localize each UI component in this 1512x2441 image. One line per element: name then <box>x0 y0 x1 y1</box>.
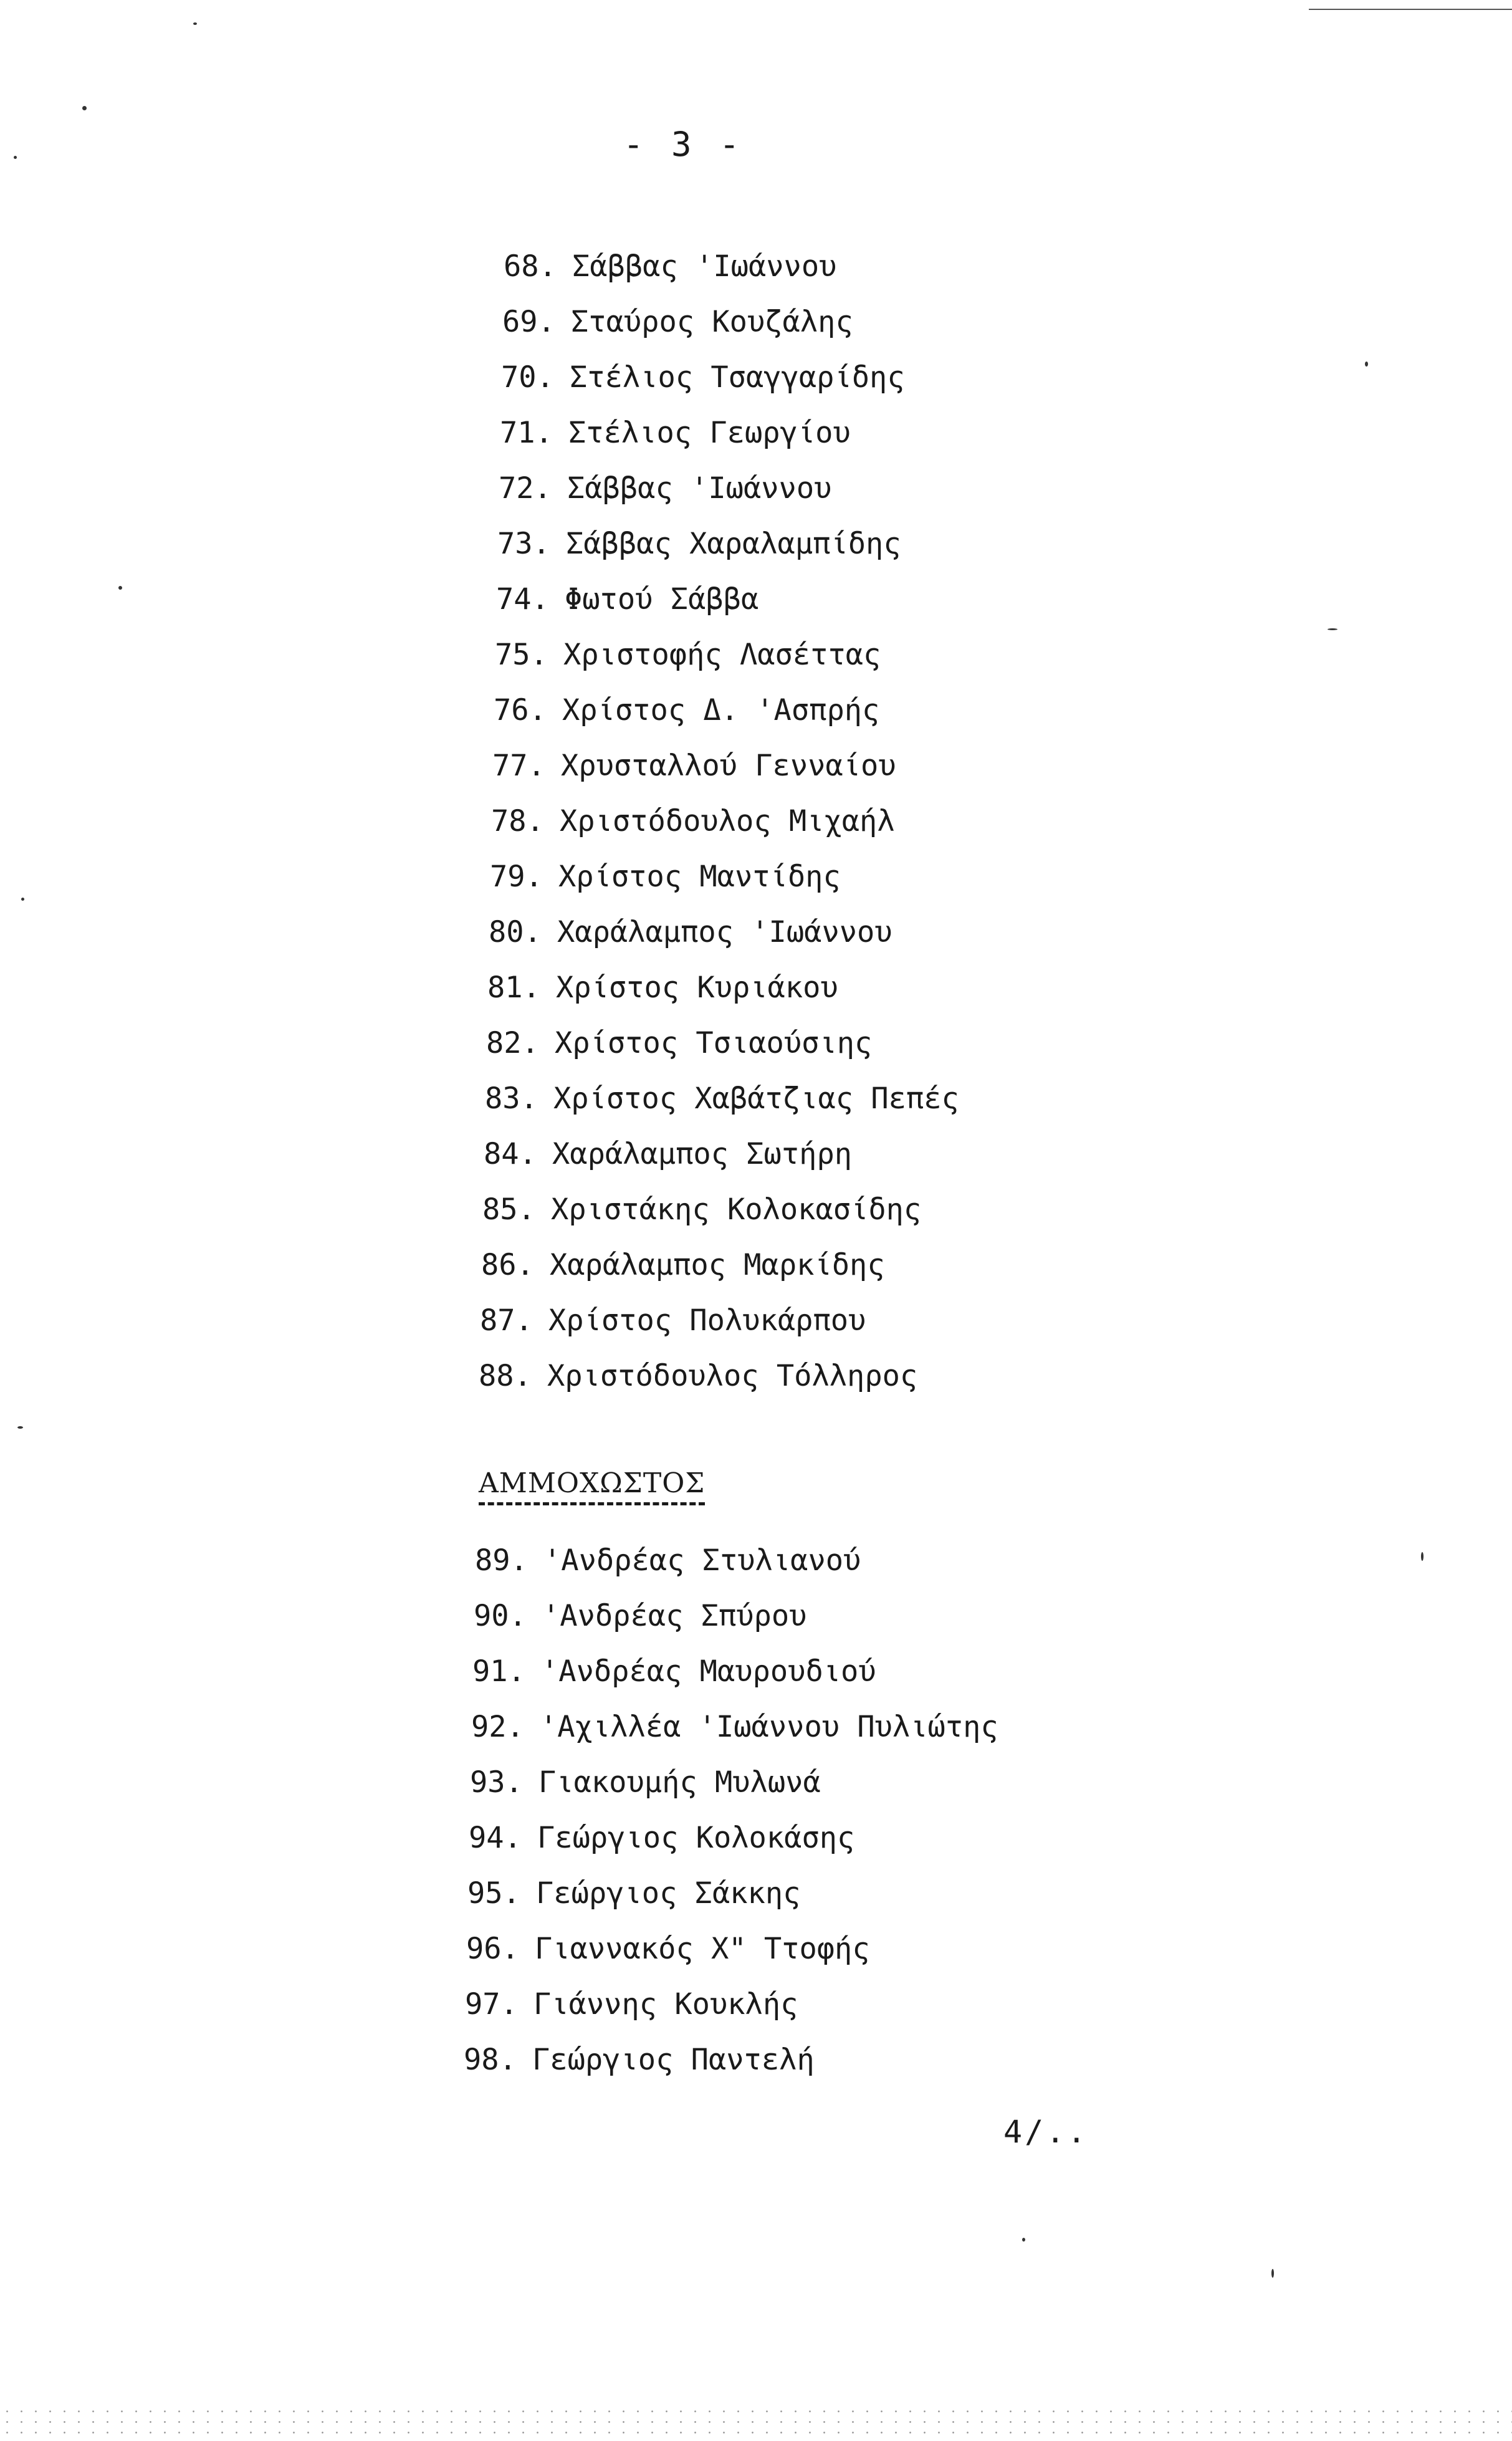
list-item: 93. Γιακουμής Μυλωνά <box>470 1765 821 1800</box>
continuation-marker: 4/.. <box>1003 2114 1089 2150</box>
list-item: 91. 'Ανδρέας Μαυρουδιού <box>472 1654 876 1689</box>
list-item: 68. Σάββας 'Ιωάννου <box>504 249 837 284</box>
list-item: 70. Στέλιος Τσαγγαρίδης <box>501 360 905 395</box>
section-heading: ΑΜΜΟΧΩΣΤΟΣ <box>479 1466 705 1505</box>
list-item: 84. Χαράλαμπος Σωτήρη <box>484 1137 853 1171</box>
list-item: 72. Σάββας 'Ιωάννου <box>499 471 832 506</box>
list-item: 74. Φωτού Σάββα <box>496 582 759 616</box>
list-item: 90. 'Ανδρέας Σπύρου <box>474 1599 807 1633</box>
list-item: 95. Γεώργιος Σάκκης <box>467 1876 801 1911</box>
scan-speck <box>1022 2238 1025 2242</box>
list-item: 83. Χρίστος Χαβάτζιας Πεπές <box>485 1081 959 1116</box>
list-item: 97. Γιάννης Κουκλής <box>465 1987 798 2021</box>
scan-speck <box>1328 628 1337 630</box>
list-item: 78. Χριστόδουλος Μιχαήλ <box>491 804 895 838</box>
list-item: 77. Χρυσταλλού Γενναίου <box>492 749 896 783</box>
list-item: 94. Γεώργιος Κολοκάσης <box>469 1821 855 1855</box>
scan-speck <box>193 22 197 25</box>
scan-speck <box>82 106 87 110</box>
scan-speck <box>21 898 24 901</box>
scan-edge-line <box>1309 9 1512 10</box>
list-item: 87. Χρίστος Πολυκάρπου <box>480 1303 866 1338</box>
list-item: 89. 'Ανδρέας Στυλιανού <box>475 1543 861 1578</box>
scan-speck <box>1365 362 1368 367</box>
list-item: 92. 'Αχιλλέα 'Ιωάννου Πυλιώτης <box>471 1710 998 1744</box>
list-item: 69. Σταύρος Κουζάλης <box>502 305 853 339</box>
list-item: 88. Χριστόδουλος Τόλληρος <box>479 1359 918 1393</box>
list-item: 71. Στέλιος Γεωργίου <box>500 416 851 450</box>
list-item: 76. Χρίστος Δ. 'Ασπρής <box>494 693 880 727</box>
list-item: 73. Σάββας Χαραλαμπίδης <box>497 527 901 561</box>
list-item: 86. Χαράλαμπος Μαρκίδης <box>481 1248 885 1282</box>
list-item: 85. Χριστάκης Κολοκασίδης <box>482 1192 922 1227</box>
list-item: 98. Γεώργιος Παντελή <box>464 2043 815 2077</box>
page-number: - 3 - <box>623 125 744 164</box>
list-item: 81. Χρίστος Κυριάκου <box>487 971 838 1005</box>
scan-speck <box>14 156 17 159</box>
list-item: 80. Χαράλαμπος 'Ιωάννου <box>489 915 892 949</box>
list-item: 82. Χρίστος Τσιαούσιης <box>486 1026 873 1060</box>
scan-noise <box>0 2406 1512 2441</box>
scan-speck <box>17 1426 23 1429</box>
scan-speck <box>1271 2269 1274 2278</box>
scan-speck <box>1421 1552 1423 1561</box>
scan-speck <box>118 586 122 590</box>
list-item: 79. Χρίστος Μαντίδης <box>490 860 841 894</box>
list-item: 75. Χριστοφής Λασέττας <box>495 638 881 672</box>
list-item: 96. Γιαννακός Χ" Ττοφής <box>466 1932 870 1966</box>
